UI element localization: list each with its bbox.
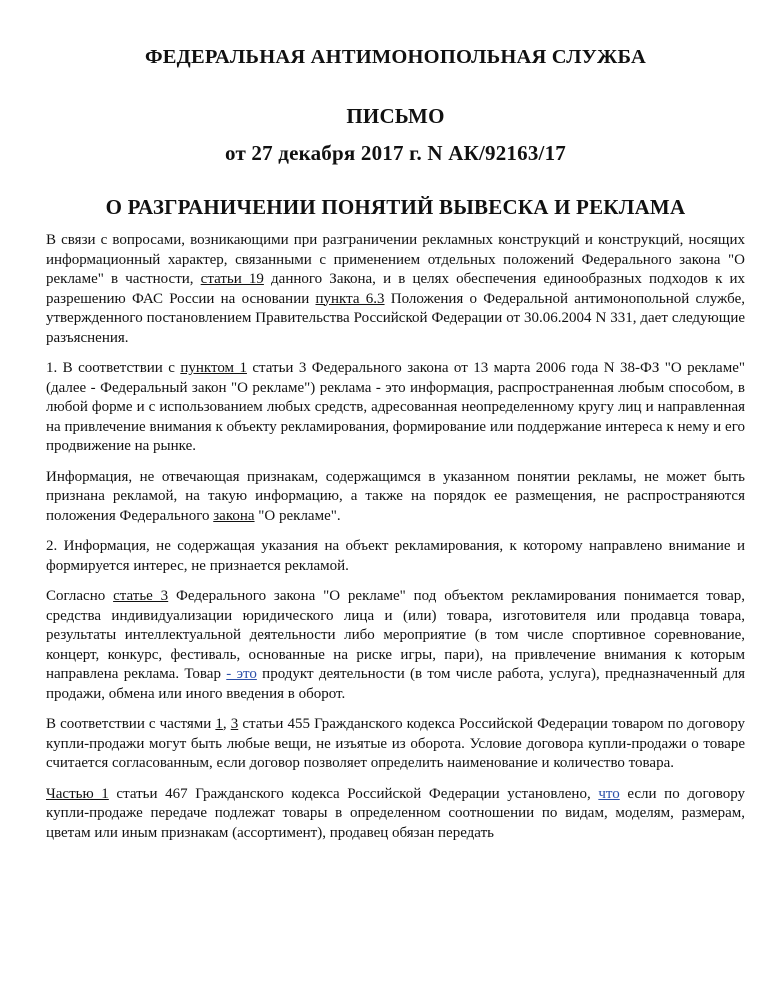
paragraph-text: В связи с вопросами, возникающими при разграничении рекламных конструкций и конструкций, носящих информационный характер, связанными с применением отдельных положений Федерального закона "О рекламе" в частности, [46, 232, 745, 287]
paragraph-text: В соответствии с частями [46, 716, 216, 732]
paragraph-text: данного Закона, и в целях обеспечения единообразных подходов к их разрешению ФАС России на основании [46, 271, 746, 307]
paragraph-text: Федерального закона "О рекламе" под объектом рекламирования понимается товар, средства индивидуализации юридического лица и (или) товара, изготовителя или продавца товара, результаты интеллектуальной деятельности либо мероприятие (в том числе спортивное соревнование, концерт, конкурс, фестиваль, основанные на риске игры, пари), на привлечение внимания к которым направлена реклама. Товар [46, 588, 745, 682]
link-article-3[interactable]: статье 3 [113, 588, 169, 604]
link-clause-6-3[interactable]: пункта 6.3 [315, 290, 385, 307]
paragraph-text: "О рекламе". [254, 507, 341, 524]
paragraph-1 [46, 231, 745, 348]
paragraph-text: Согласно [46, 588, 114, 604]
paragraph-text: Информация, не отвечающая признакам, содержащимся в указанном понятии рекламы, не может быть признана рекламой, на такую информацию, а также на порядок ее размещения, не распространяются положения Федерального [46, 468, 745, 524]
link-article-19[interactable]: статьи 19 [200, 271, 264, 287]
link-law[interactable]: закона [213, 507, 255, 524]
paragraph-3 [46, 468, 745, 527]
paragraph-6 [46, 715, 745, 774]
link-clause-1[interactable]: пунктом 1 [180, 360, 247, 376]
document-type: ПИСЬМО [346, 104, 445, 128]
link-part-1-art-467[interactable]: Частью 1 [46, 785, 109, 802]
paragraph-text: статьи 455 Гражданского кодекса Российской Федерации товаром по договору купли-продажи могут быть любые вещи, не изъятые из оборота. Условие договора купли-продажи о товаре считается согласованным, если договор позволяет определить наименование и количество товара. [46, 716, 745, 771]
paragraph-5 [46, 587, 745, 704]
link-part-1[interactable]: 1 [215, 716, 223, 732]
paragraph-text: статьи 3 Федерального закона от 13 марта 2006 года N 38-ФЗ "О рекламе" (далее - Федеральный закон "О рекламе") реклама - это информация, распространенная любым способом, в любой форме и с использованием любых средств, адресованная неопределенному кругу лиц и направленная на привлечение внимания к объекту рекламирования, формирование или поддержание интереса к нему и его продвижение на рынке. [46, 360, 745, 454]
paragraph-text: 1. В соответствии с [46, 360, 181, 376]
document-title: О РАЗГРАНИЧЕНИИ ПОНЯТИЙ ВЫВЕСКА И РЕКЛАМА [105, 195, 686, 219]
agency-name: ФЕДЕРАЛЬНАЯ АНТИМОНОПОЛЬНАЯ СЛУЖБА [145, 46, 646, 68]
paragraph-text: Положения о Федеральной антимонопольной службе, утвержденного постановлением Правительства Российской Федерации от 30.06.2004 N 331, дает следующие разъяснения. [46, 290, 745, 346]
paragraph-text: если по договору купли-продаже передаче подлежат товары в определенном соотношении по видам, моделям, размерам, цветам или иным признакам (ассортимент), продавец обязан передать [46, 785, 745, 841]
link-part-3[interactable]: 3 [230, 716, 239, 732]
paragraph-text: статьи 467 Гражданского кодекса Российской Федерации установлено, [108, 785, 599, 802]
paragraph-text: 2. Информация, не содержащая указания на объект рекламирования, к которому направлено внимание и формируется интерес, не признается рекламой. [46, 538, 745, 574]
paragraph-text: , [222, 716, 231, 732]
paragraph-4 [46, 537, 745, 576]
paragraph-2 [46, 359, 745, 457]
document-body [46, 231, 745, 843]
paragraph-7 [46, 785, 745, 843]
document-number: от 27 декабря 2017 г. N АК/92163/17 [225, 141, 566, 165]
link-eto[interactable]: - это [226, 666, 257, 682]
link-chto[interactable]: что [598, 785, 620, 802]
paragraph-text: продукт деятельности (в том числе работа, услуга), предназначенный для продажи, обмена или иного введения в оборот. [46, 666, 745, 702]
